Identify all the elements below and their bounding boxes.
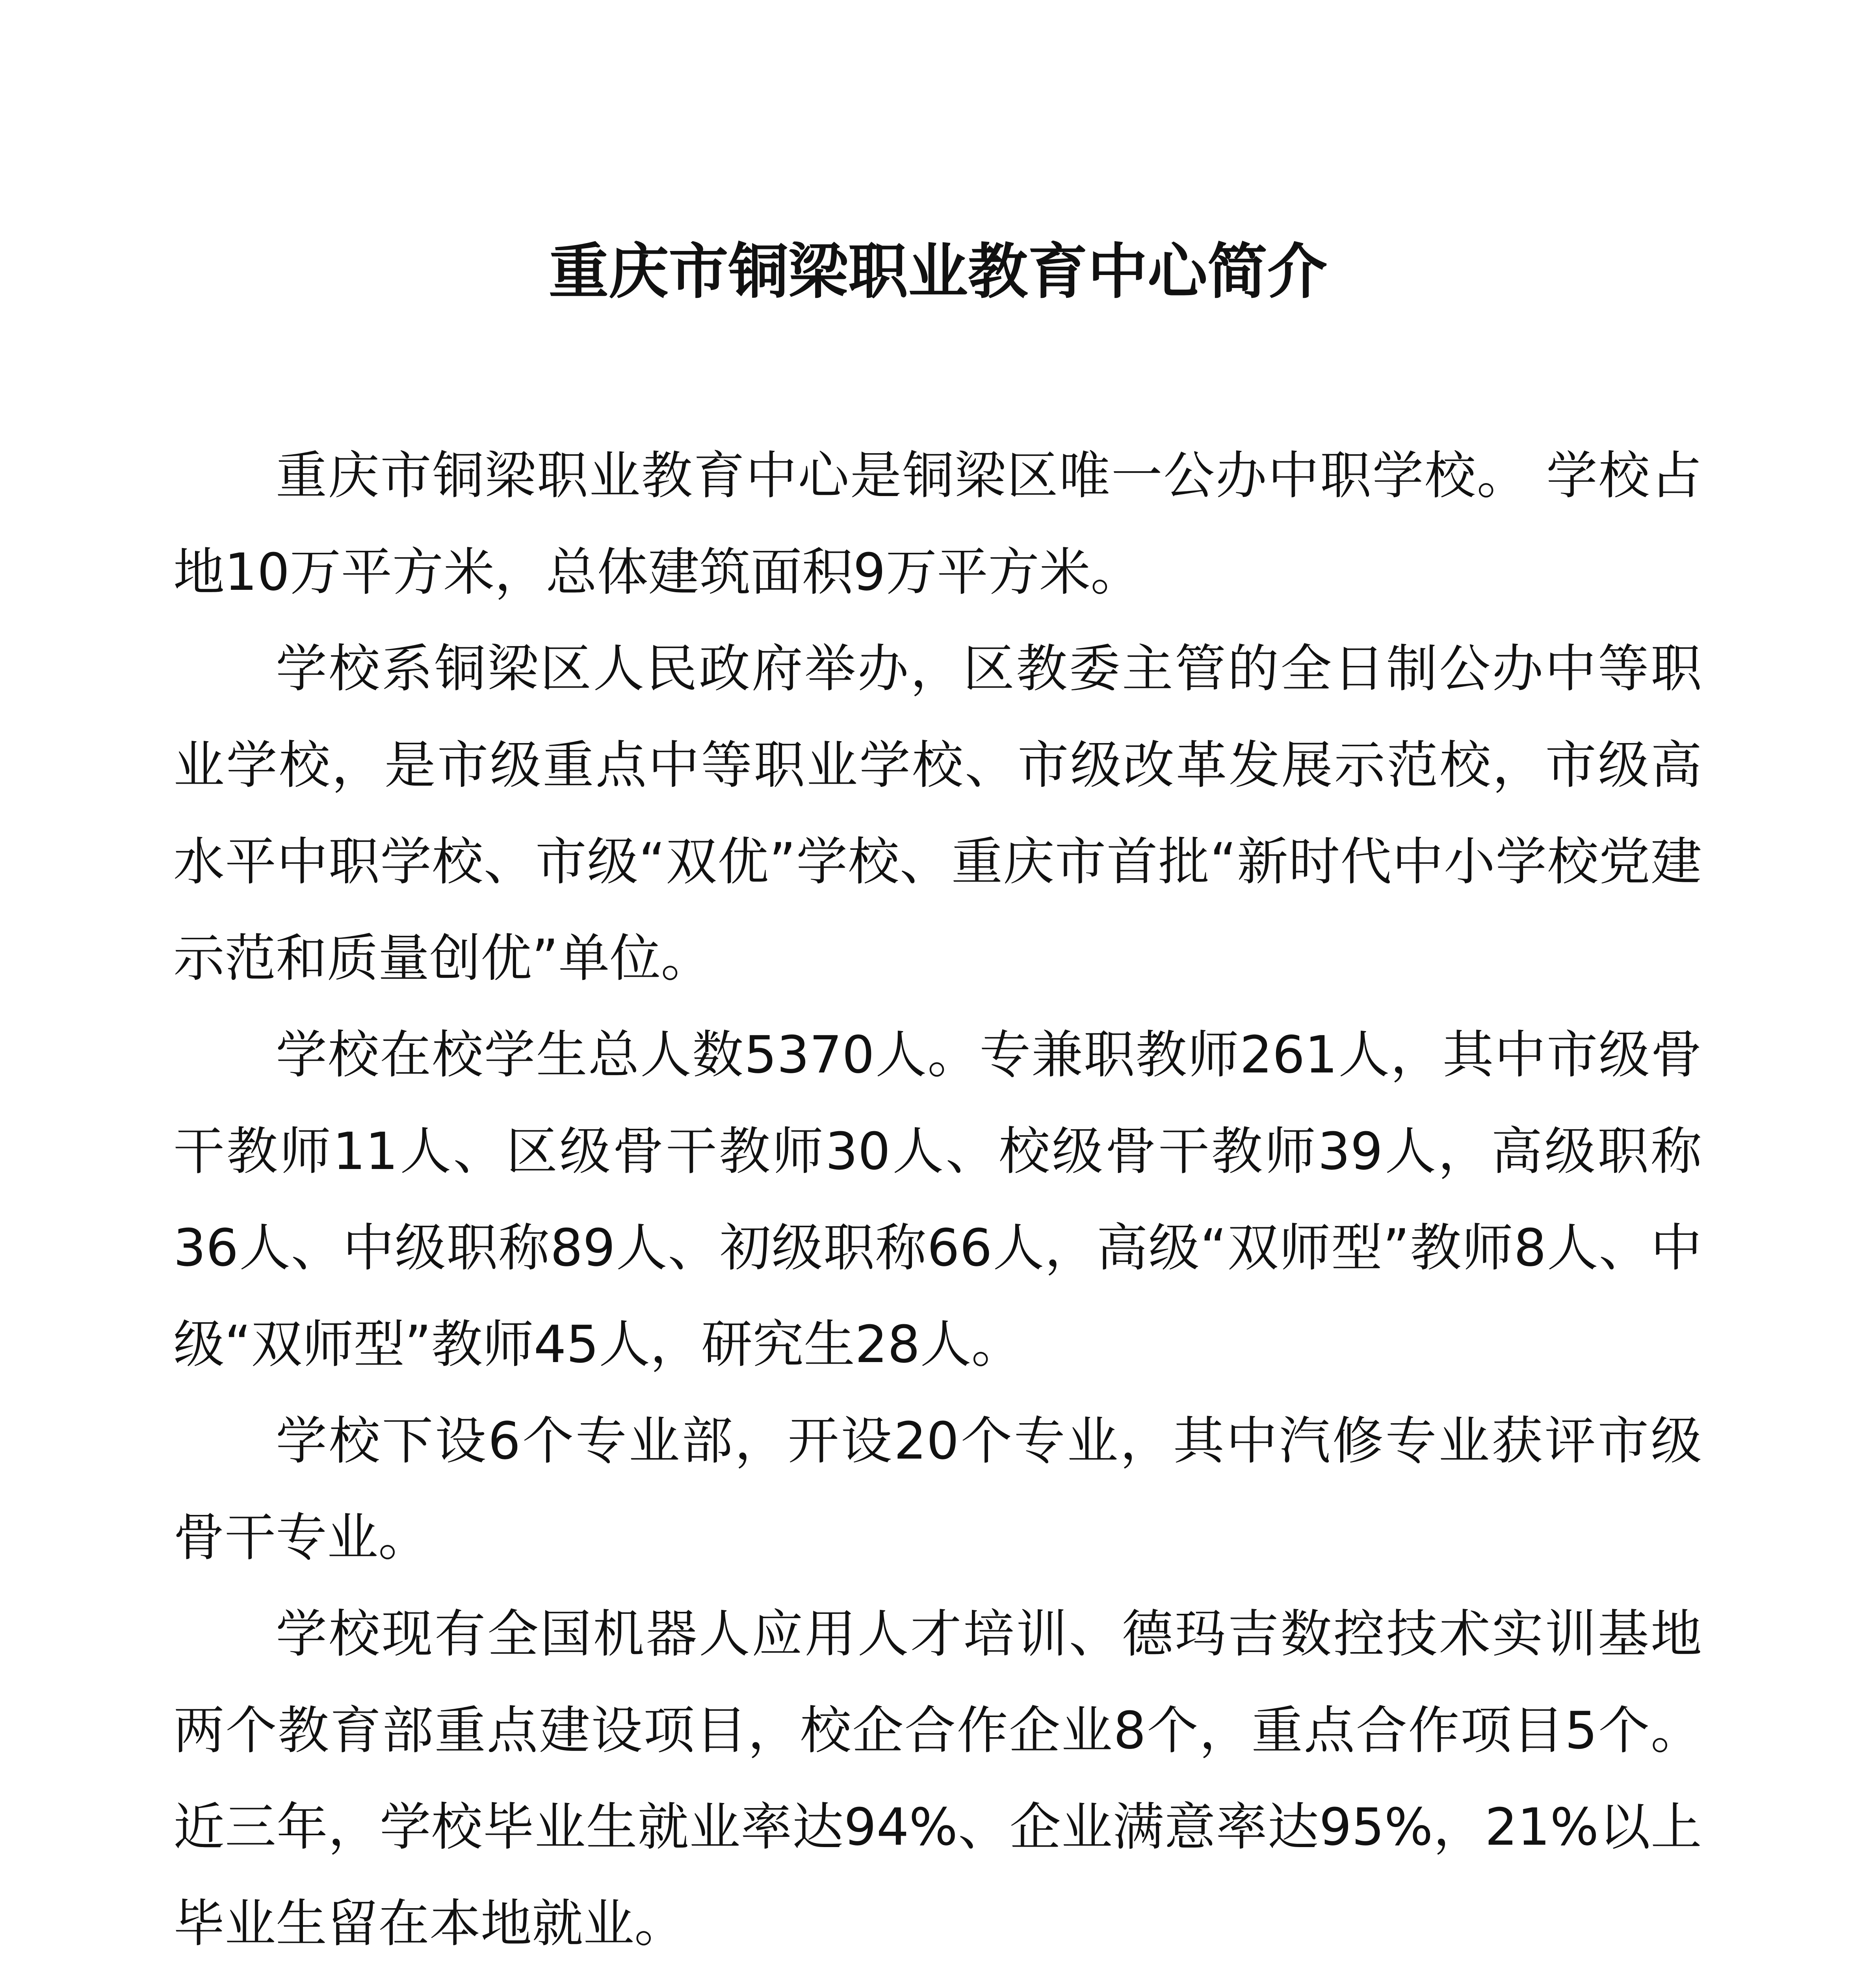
paragraph-departments: 学校下设6个专业部，开设20个专业，其中汽修专业获评市级骨干专业。 xyxy=(173,1411,1702,1567)
paragraph-status: 学校系铜梁区人民政府举办，区教委主管的全日制公办中等职业学校，是市级重点中等职业学校、市级改革发展示范校，市级高水平中职学校、市级“双优”学校、重庆市首批“新时代中小学校党建示范和质量创优”单位。 xyxy=(173,639,1702,988)
paragraph-projects: 学校现有全国机器人应用人才培训、德玛吉数控技术实训基地两个教育部重点建设项目，校企合作企业8个，重点合作项目5个。近三年，学校毕业生就业率达94%、企业满意率达95%，21%以上毕业生留在本地就业。 xyxy=(173,1604,1702,1953)
document-body xyxy=(173,427,1702,1970)
paragraph-overview: 重庆市铜梁职业教育中心是铜梁区唯一公办中职学校。 学校占地10万平方米，总体建筑面积9万平方米。 xyxy=(173,446,1702,602)
document-title: 重庆市铜梁职业教育中心简介 xyxy=(549,237,1327,307)
paragraph-staff: 学校在校学生总人数5370人。专兼职教师261人，其中市级骨干教师11人、区级骨干教师30人、校级骨干教师39人，高级职称36人、中级职称89人、初级职称66人，高级“双师型”教师8人、中级“双师型”教师45人，研究生28人。 xyxy=(173,1025,1702,1374)
